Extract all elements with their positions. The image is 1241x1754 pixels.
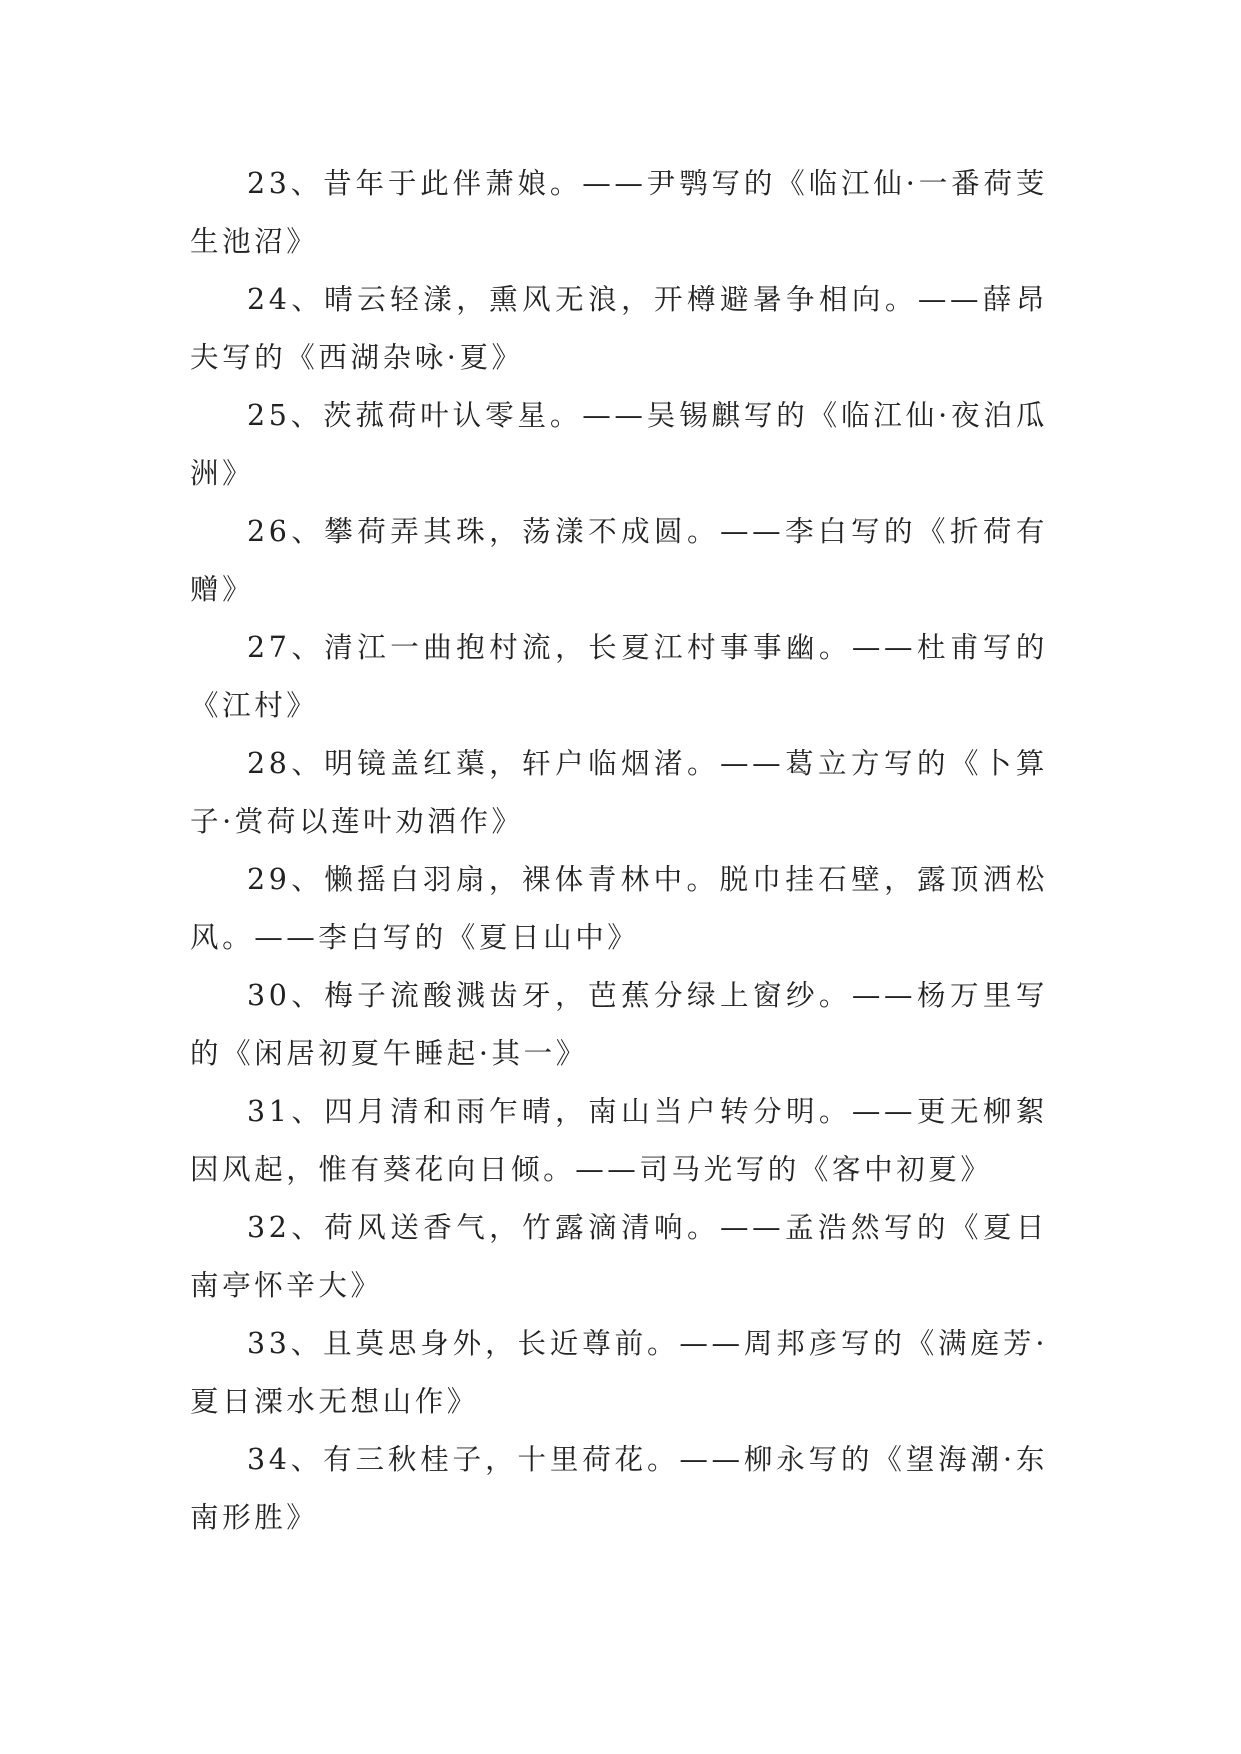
poem-entry-33: 33、且莫思身外，长近尊前。——周邦彦写的《满庭芳·夏日溧水无想山作》 xyxy=(190,1327,1048,1418)
poem-entry-24: 24、晴云轻漾，熏风无浪，开樽避暑争相向。——薛昂夫写的《西湖杂咏·夏》 xyxy=(190,283,1048,374)
poem-entry-26: 26、攀荷弄其珠，荡漾不成圆。——李白写的《折荷有赠》 xyxy=(190,515,1048,606)
poem-list xyxy=(190,155,1048,1547)
poem-entry-27: 27、清江一曲抱村流，长夏江村事事幽。——杜甫写的《江村》 xyxy=(190,631,1048,722)
poem-entry-28: 28、明镜盖红蕖，轩户临烟渚。——葛立方写的《卜算子·赏荷以莲叶劝酒作》 xyxy=(190,747,1048,838)
poem-entry-31: 31、四月清和雨乍晴，南山当户转分明。——更无柳絮因风起，惟有葵花向日倾。——司马光写的《客中初夏》 xyxy=(190,1095,1048,1186)
poem-entry-30: 30、梅子流酸溅齿牙，芭蕉分绿上窗纱。——杨万里写的《闲居初夏午睡起·其一》 xyxy=(190,979,1048,1070)
poem-entry-29: 29、懒摇白羽扇，裸体青林中。脱巾挂石壁，露顶洒松风。——李白写的《夏日山中》 xyxy=(190,863,1048,954)
poem-entry-34: 34、有三秋桂子，十里荷花。——柳永写的《望海潮·东南形胜》 xyxy=(190,1443,1048,1534)
poem-entry-32: 32、荷风送香气，竹露滴清响。——孟浩然写的《夏日南亭怀辛大》 xyxy=(190,1211,1048,1302)
poem-entry-23: 23、昔年于此伴萧娘。——尹鹗写的《临江仙·一番荷芰生池沼》 xyxy=(190,167,1048,258)
poem-entry-25: 25、茨菰荷叶认零星。——吴锡麒写的《临江仙·夜泊瓜洲》 xyxy=(190,399,1048,490)
